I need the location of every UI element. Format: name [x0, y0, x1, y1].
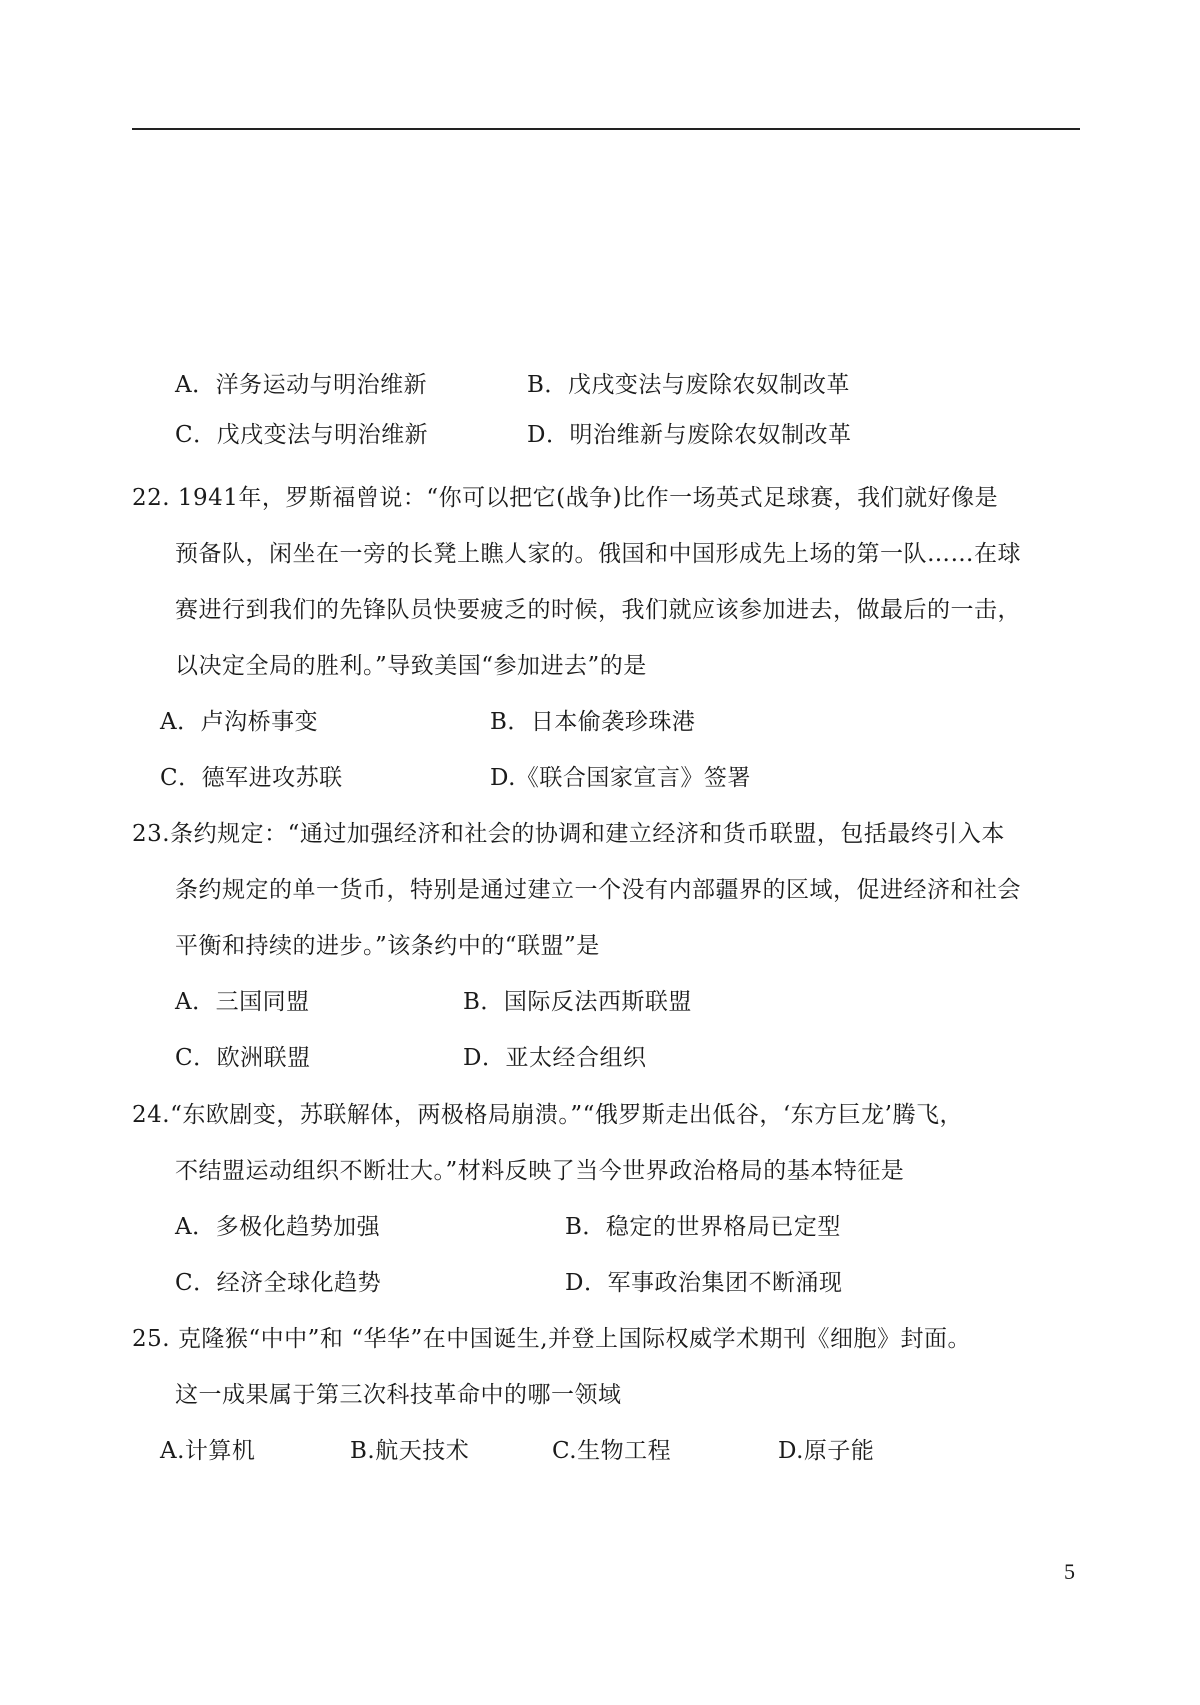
q23-option-b: B．国际反法西斯联盟	[463, 989, 692, 1015]
q23-option-c: C．欧洲联盟	[175, 1045, 311, 1071]
q23-option-a: A．三国同盟	[175, 989, 310, 1015]
q22-stem-line: 22. 1941年，罗斯福曾说：“你可以把它(战争)比作一场英式足球赛，我们就好像是	[132, 485, 999, 511]
q21-option-a: A．洋务运动与明治维新	[175, 372, 428, 398]
q24-option-b: B．稳定的世界格局已定型	[565, 1214, 841, 1240]
q23-option-d: D．亚太经合组织	[463, 1045, 647, 1071]
q21-option-b: B．戊戌变法与废除农奴制改革	[527, 372, 850, 398]
q24-stem-line: 24.“东欧剧变，苏联解体，两极格局崩溃。”“俄罗斯走出低谷，‘东方巨龙’腾飞，	[132, 1102, 963, 1128]
q22-stem-line: 赛进行到我们的先锋队员快要疲乏的时候，我们就应该参加进去，做最后的一击，	[175, 597, 1021, 623]
q23-stem-line: 条约规定的单一货币，特别是通过建立一个没有内部疆界的区域，促进经济和社会	[175, 877, 1021, 903]
q22-stem-line: 预备队，闲坐在一旁的长凳上瞧人家的。俄国和中国形成先上场的第一队……在球	[175, 541, 1021, 567]
q22-option-a: A．卢沟桥事变	[160, 709, 319, 735]
q22-stem-line: 以决定全局的胜利。”导致美国“参加进去”的是	[175, 653, 647, 679]
q23-stem-line: 23.条约规定：“通过加强经济和社会的协调和建立经济和货币联盟，包括最终引入本	[132, 821, 1005, 847]
header-rule	[132, 128, 1080, 130]
q23-stem-line: 平衡和持续的进步。”该条约中的“联盟”是	[175, 933, 600, 959]
q25-option-a: A.计算机	[160, 1438, 256, 1464]
q24-stem-line: 不结盟运动组织不断壮大。”材料反映了当今世界政治格局的基本特征是	[175, 1158, 905, 1184]
q21-option-d: D．明治维新与废除农奴制改革	[527, 422, 852, 448]
q25-stem-line: 25. 克隆猴“中中”和 “华华”在中国诞生,并登上国际权威学术期刊《细胞》封面。	[132, 1326, 972, 1352]
q21-option-c: C．戊戌变法与明治维新	[175, 422, 429, 448]
q25-option-c: C.生物工程	[552, 1438, 672, 1464]
q25-option-b: B.航天技术	[350, 1438, 470, 1464]
q22-option-b: B．日本偷袭珍珠港	[490, 709, 696, 735]
q25-stem-line: 这一成果属于第三次科技革命中的哪一领域	[175, 1382, 622, 1408]
q24-option-a: A．多极化趋势加强	[175, 1214, 381, 1240]
q25-option-d: D.原子能	[778, 1438, 875, 1464]
q22-option-c: C．德军进攻苏联	[160, 765, 343, 791]
q22-option-d: D.《联合国家宣言》签署	[490, 765, 751, 791]
q24-option-c: C．经济全球化趋势	[175, 1270, 382, 1296]
page-number: 5	[1064, 1559, 1075, 1584]
q24-option-d: D．军事政治集团不断涌现	[565, 1270, 843, 1296]
